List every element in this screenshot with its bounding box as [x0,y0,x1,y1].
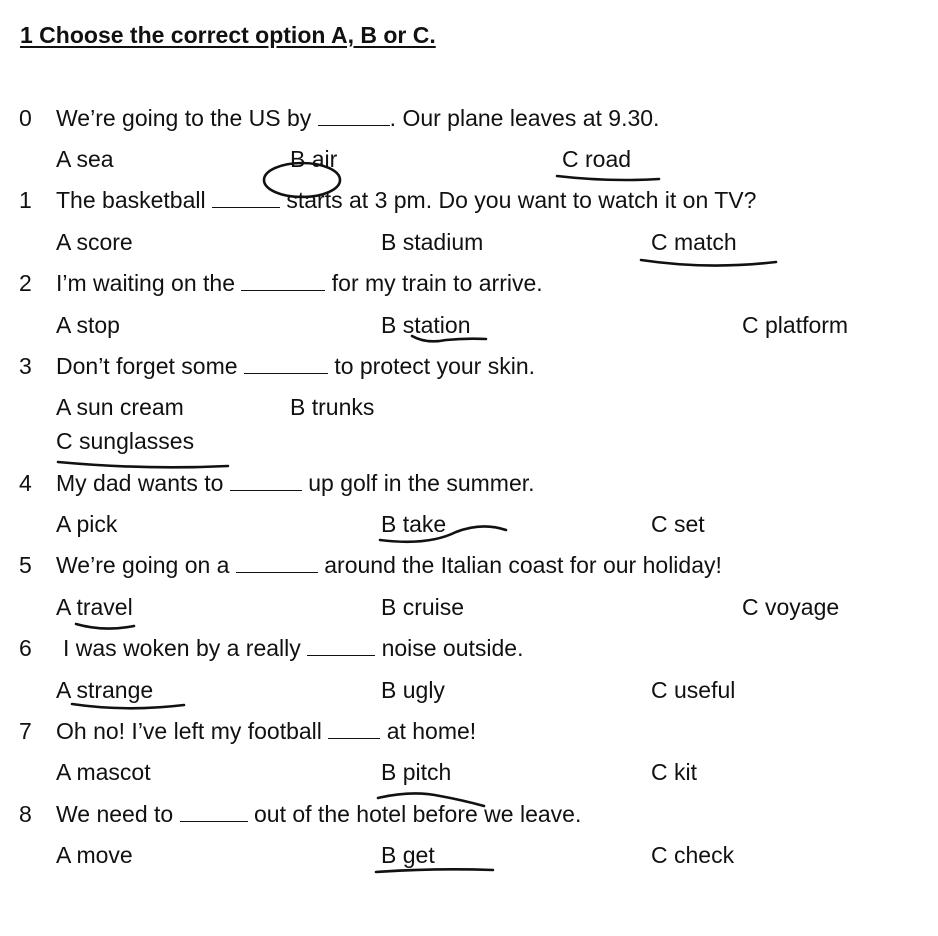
option-c: C useful [651,677,736,703]
question-number: 8 [19,801,32,827]
question-text [56,718,476,745]
underline-c-road [557,176,659,180]
option-a: A strange [56,677,154,703]
question-number: 3 [19,353,32,379]
question-number: 1 [19,187,32,213]
answer-gap [230,472,302,491]
question-text-before: We’re going to the US by [56,105,312,131]
option-c: C kit [651,759,697,785]
question-text-before: I was woken by a really [63,635,301,661]
answer-gap [212,189,280,208]
option-a: A score [56,229,133,255]
option-c: C check [651,842,735,868]
question-text [63,635,524,662]
answer-gap [244,355,328,374]
option-a: A stop [56,312,120,338]
option-c: C road [562,146,632,172]
underline-c-sunglasses [58,462,228,467]
option-c: C sunglasses [56,428,195,454]
answer-gap [180,803,248,822]
option-b: B station [381,312,471,338]
question-text-after: up golf in the summer. [308,470,535,496]
option-a: A travel [56,594,133,620]
answer-gap [241,272,325,291]
underline-a-travel [76,624,134,629]
option-a: A move [56,842,133,868]
option-b: B get [381,842,435,868]
option-a: A mascot [56,759,151,785]
answer-gap [236,554,318,573]
question-text-before: My dad wants to [56,470,224,496]
question-text [56,105,659,132]
option-a: A sun cream [56,394,184,420]
question-text-after: out of the hotel before we leave. [254,801,582,827]
underline-c-match [641,260,776,266]
question-text-before: We’re going on a [56,552,230,578]
question-text-before: We need to [56,801,174,827]
question-text-before: Oh no! I’ve left my football [56,718,322,744]
question-text-before: Don’t forget some [56,353,238,379]
option-b: B trunks [290,394,375,420]
option-a: A sea [56,146,114,172]
option-b: B stadium [381,229,484,255]
question-text-after: around the Italian coast for our holiday! [324,552,722,578]
question-number: 6 [19,635,32,661]
option-c: C set [651,511,705,537]
question-text-after: noise outside. [381,635,524,661]
question-number: 5 [19,552,32,578]
underline-b-get [376,869,493,872]
question-text [56,552,722,579]
option-c: C platform [742,312,849,338]
underline-a-strange [72,704,184,708]
question-number: 2 [19,270,32,296]
option-c: C voyage [742,594,840,620]
question-number: 7 [19,718,32,744]
answer-gap [328,720,380,739]
question-text [56,353,535,380]
exercise-title: 1 Choose the correct option A, B or C. [20,22,436,48]
question-text-after: to protect your skin. [334,353,536,379]
answer-gap [318,107,390,126]
answer-gap [307,637,375,656]
option-b: B take [381,511,447,537]
question-text [56,270,543,297]
question-text-before: The basketball [56,187,206,213]
question-text-after: for my train to arrive. [331,270,543,296]
option-b: B air [290,146,338,172]
question-text [56,187,756,214]
option-c: C match [651,229,737,255]
option-b: B ugly [381,677,445,703]
option-b: B pitch [381,759,452,785]
question-text-after: at home! [386,718,477,744]
question-text-after: . Our plane leaves at 9.30. [389,105,660,131]
question-text-before: I’m waiting on the [56,270,235,296]
question-number: 0 [19,105,32,131]
option-a: A pick [56,511,118,537]
option-b: B cruise [381,594,465,620]
question-text [56,801,581,828]
question-text-after: starts at 3 pm. Do you want to watch it on TV? [286,187,757,213]
question-text [56,470,535,497]
question-number: 4 [19,470,32,496]
